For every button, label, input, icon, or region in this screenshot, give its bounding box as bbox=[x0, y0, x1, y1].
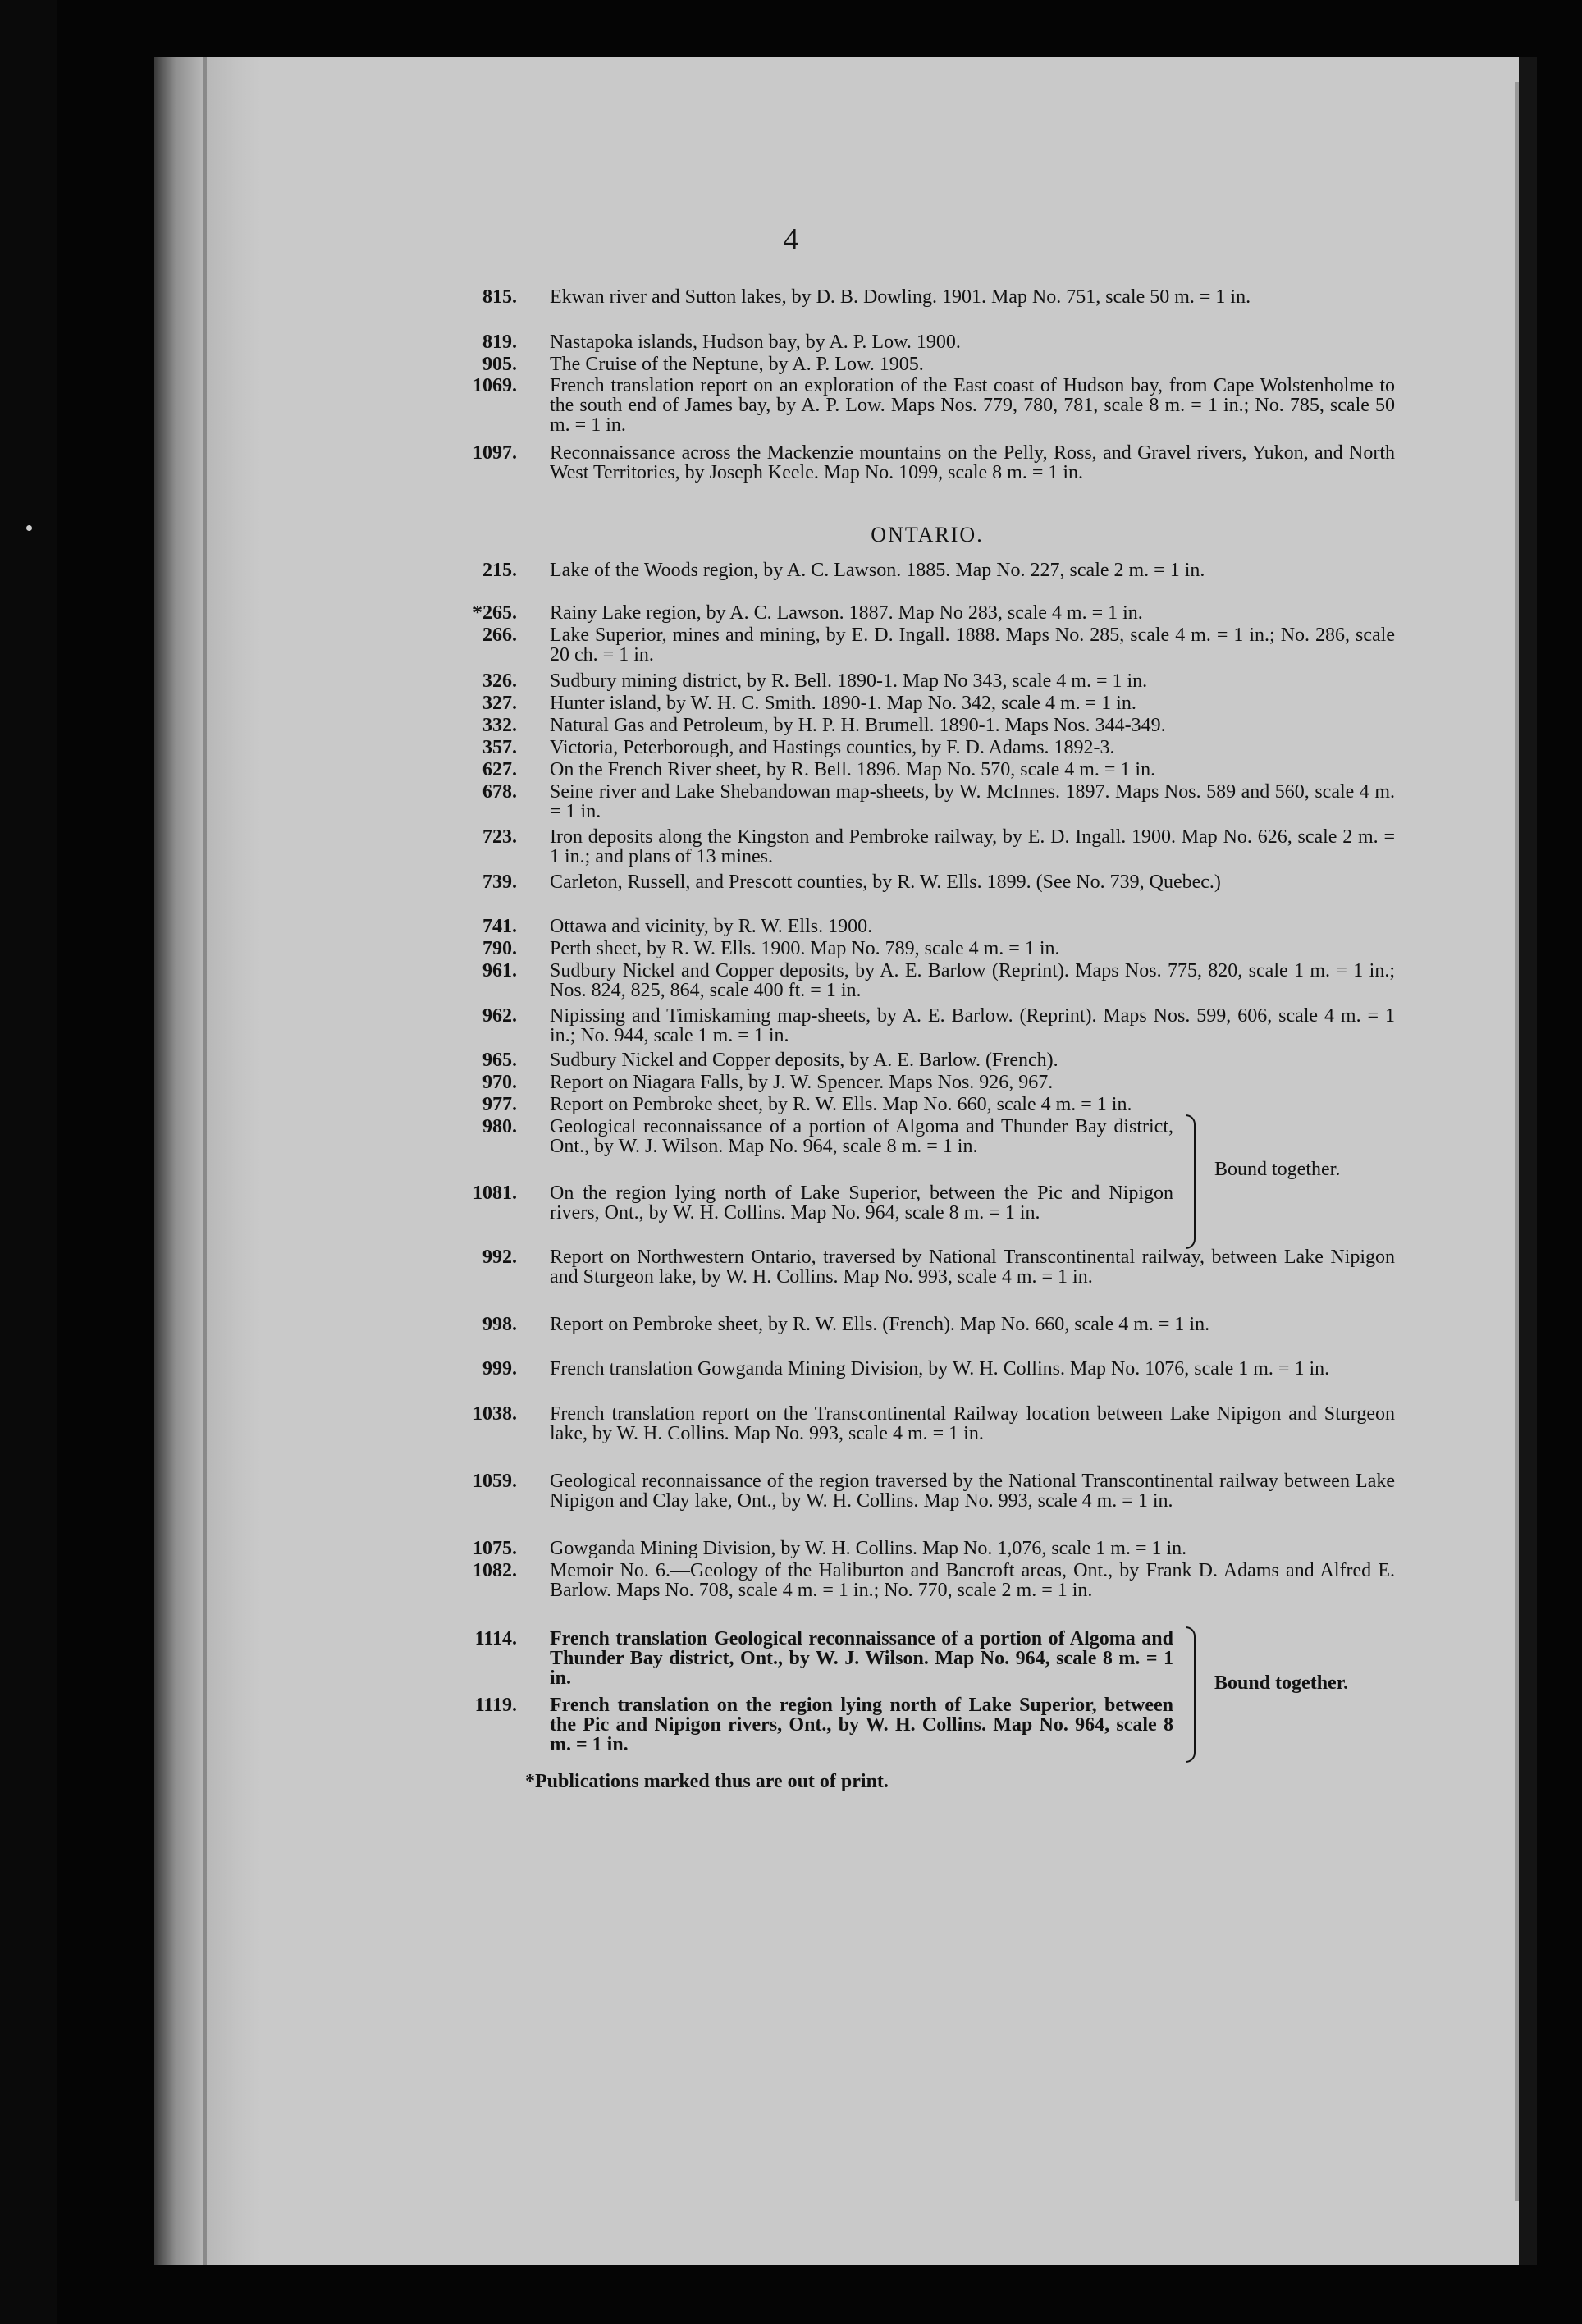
entry-number: 905. bbox=[482, 354, 517, 375]
entry-text: Iron deposits along the Kingston and Pembroke railway, by E. D. Ingall. 1900. Map No. 626, scale 2 m. = 1 in.; and plans of 13 mines. bbox=[550, 826, 1395, 867]
bound-together-bracket bbox=[1186, 1626, 1196, 1763]
page-number: 4 bbox=[783, 222, 799, 257]
entry-number: 215. bbox=[482, 560, 517, 581]
entry-text: Sudbury Nickel and Copper deposits, by A. E. Barlow (Reprint). Maps Nos. 775, 820, scale 1 m. = 1 in.; Nos. 824, 825, 864, scale 400 ft. = 1 in. bbox=[550, 960, 1395, 1001]
entry-text: Lake of the Woods region, by A. C. Lawson. 1885. Map No. 227, scale 2 m. = 1 in. bbox=[550, 560, 1205, 581]
entry-number: 627. bbox=[482, 759, 517, 780]
list-item bbox=[460, 443, 1395, 507]
entry-number: 739. bbox=[482, 872, 517, 893]
entry-text: French translation Gowganda Mining Division, by W. H. Collins. Map No. 1076, scale 1 m. = 1 in. bbox=[550, 1358, 1330, 1379]
entry-text: French translation report on the Transcontinental Railway location between Lake Nipigon and Sturgeon lake, by W. H. Collins. Map No. 993, scale 4 m. = 1 in. bbox=[550, 1403, 1395, 1444]
entry-text: Victoria, Peterborough, and Hastings counties, by F. D. Adams. 1892-3. bbox=[550, 737, 1115, 758]
entry-number: 1119. bbox=[474, 1695, 517, 1716]
entry-text: Report on Pembroke sheet, by R. W. Ells. (French). Map No. 660, scale 4 m. = 1 in. bbox=[550, 1314, 1210, 1335]
entry-number: 965. bbox=[482, 1050, 517, 1071]
entry-number: 819. bbox=[482, 332, 517, 353]
entry-text: Reconnaissance across the Mackenzie mountains on the Pelly, Ross, and Gravel rivers, Yukon, and North West Territories, by Joseph Keele. Map No. 1099, scale 8 m. = 1 in. bbox=[550, 442, 1395, 483]
entry-number: 790. bbox=[482, 938, 517, 959]
entry-number: 357. bbox=[482, 737, 517, 758]
entry-text: Rainy Lake region, by A. C. Lawson. 1887. Map No 283, scale 4 m. = 1 in. bbox=[550, 602, 1143, 624]
list-item bbox=[460, 287, 1395, 330]
entry-text: Sudbury Nickel and Copper deposits, by A. E. Barlow. (French). bbox=[550, 1050, 1058, 1071]
entry-number: 1075. bbox=[473, 1538, 517, 1559]
entry-text: Hunter island, by W. H. C. Smith. 1890-1. Map No. 342, scale 4 m. = 1 in. bbox=[550, 693, 1136, 714]
entry-number: 1081. bbox=[473, 1183, 517, 1204]
entry-number: *265. bbox=[473, 602, 517, 624]
entry-number: 723. bbox=[482, 826, 517, 848]
binding-edge-line bbox=[203, 57, 207, 2265]
list-item bbox=[460, 355, 1395, 376]
bound-together-bracket bbox=[1186, 1114, 1196, 1249]
entry-number: 1038. bbox=[473, 1403, 517, 1425]
entry-number: 961. bbox=[482, 960, 517, 981]
entry-text: French translation report on an exploration of the East coast of Hudson bay, from Cape Wolstenholme to the south end of James bay, by A. P. Low. Maps Nos. 779, 780, 781, scale 8 m. = 1 in.; No. 785, scale 50 m. = 1 in. bbox=[550, 375, 1395, 436]
section-heading: ONTARIO. bbox=[871, 523, 984, 547]
entry-number: 332. bbox=[482, 715, 517, 736]
entry-text: Sudbury mining district, by R. Bell. 1890-1. Map No 343, scale 4 m. = 1 in. bbox=[550, 670, 1148, 692]
entry-text: On the region lying north of Lake Superior, between the Pic and Nipigon rivers, Ont., by W. H. Collins. Map No. 964, scale 8 m. = 1 in. bbox=[550, 1183, 1173, 1224]
entry-number: 980. bbox=[482, 1116, 517, 1137]
entry-text: Nipissing and Timiskaming map-sheets, by A. E. Barlow. (Reprint). Maps Nos. 599, 606, scale 4 m. = 1 in.; No. 944, scale 1 m. = 1 in. bbox=[550, 1005, 1395, 1046]
entry-number: 1069. bbox=[473, 375, 517, 396]
entry-text: Report on Niagara Falls, by J. W. Spencer. Maps Nos. 926, 967. bbox=[550, 1072, 1054, 1093]
entry-text: French translation Geological reconnaissance of a portion of Algoma and Thunder Bay district, Ont., by W. J. Wilson. Map No. 964, scale 8 m. = 1 in. bbox=[550, 1628, 1173, 1689]
entry-text: Geological reconnaissance of a portion of Algoma and Thunder Bay district, Ont., by W. J. Wilson. Map No. 964, scale 8 m. = 1 in. bbox=[550, 1116, 1173, 1157]
entry-text: Report on Northwestern Ontario, traversed by National Transcontinental railway, between Lake Nipigon and Sturgeon lake, by W. H. Collins. Map No. 993, scale 4 m. = 1 in. bbox=[550, 1247, 1395, 1288]
entry-text: Nastapoka islands, Hudson bay, by A. P. Low. 1900. bbox=[550, 332, 961, 353]
entry-number: 1059. bbox=[473, 1471, 517, 1492]
entry-text: Seine river and Lake Shebandowan map-sheets, by W. McInnes. 1897. Maps Nos. 589 and 560, scale 4 m. = 1 in. bbox=[550, 781, 1395, 822]
entry-number: 1097. bbox=[473, 442, 517, 464]
entry-number: 678. bbox=[482, 781, 517, 803]
scan-artifact-dot bbox=[26, 525, 32, 531]
bound-together-label: Bound together. bbox=[1214, 1672, 1349, 1694]
entry-number: 1082. bbox=[473, 1560, 517, 1581]
entry-text: Geological reconnaissance of the region traversed by the National Transcontinental railway between Lake Nipigon and Clay lake, Ont., by W. H. Collins. Map No. 993, scale 4 m. = 1 in. bbox=[550, 1471, 1395, 1512]
entry-number: 741. bbox=[482, 916, 517, 937]
entry-number: 992. bbox=[482, 1247, 517, 1268]
entry-text: The Cruise of the Neptune, by A. P. Low. 1905. bbox=[550, 354, 924, 375]
entry-text: Natural Gas and Petroleum, by H. P. H. Brumell. 1890-1. Maps Nos. 344-349. bbox=[550, 715, 1166, 736]
entry-number: 962. bbox=[482, 1005, 517, 1027]
entry-text: Ekwan river and Sutton lakes, by D. B. Dowling. 1901. Map No. 751, scale 50 m. = 1 in. bbox=[550, 286, 1251, 308]
entry-number: 326. bbox=[482, 670, 517, 692]
right-margin-gap bbox=[1519, 57, 1537, 2265]
entry-text: Perth sheet, by R. W. Ells. 1900. Map No. 789, scale 4 m. = 1 in. bbox=[550, 938, 1060, 959]
entry-text: Memoir No. 6.—Geology of the Haliburton and Bancroft areas, Ont., by Frank D. Adams and Alfred E. Barlow. Maps No. 708, scale 4 m. = 1 in.; No. 770, scale 2 m. = 1 in. bbox=[550, 1560, 1395, 1601]
left-margin-strip bbox=[0, 0, 57, 2324]
entry-number: 999. bbox=[482, 1358, 517, 1379]
bound-together-label: Bound together. bbox=[1214, 1159, 1341, 1180]
entry-number: 266. bbox=[482, 624, 517, 646]
entry-text: Report on Pembroke sheet, by R. W. Ells. Map No. 660, scale 4 m. = 1 in. bbox=[550, 1094, 1132, 1115]
footnote: *Publications marked thus are out of print. bbox=[525, 1771, 889, 1792]
entry-number: 327. bbox=[482, 693, 517, 714]
list-item bbox=[460, 376, 1395, 440]
entry-text: French translation on the region lying north of Lake Superior, between the Pic and Nipigon rivers, Ont., by W. H. Collins. Map No. 964, scale 8 m. = 1 in. bbox=[550, 1695, 1173, 1755]
entry-text: Lake Superior, mines and mining, by E. D. Ingall. 1888. Maps No. 285, scale 4 m. = 1 in.; No. 286, scale 20 ch. = 1 in. bbox=[550, 624, 1395, 666]
page-binding-shadow bbox=[154, 57, 261, 2265]
entry-text: On the French River sheet, by R. Bell. 1896. Map No. 570, scale 4 m. = 1 in. bbox=[550, 759, 1156, 780]
list-item bbox=[460, 332, 1395, 354]
entry-number: 970. bbox=[482, 1072, 517, 1093]
entry-text: Carleton, Russell, and Prescott counties, by R. W. Ells. 1899. (See No. 739, Quebec.) bbox=[550, 872, 1221, 893]
entry-text: Ottawa and vicinity, by R. W. Ells. 1900. bbox=[550, 916, 873, 937]
entry-text: Gowganda Mining Division, by W. H. Collins. Map No. 1,076, scale 1 m. = 1 in. bbox=[550, 1538, 1187, 1559]
entry-number: 1114. bbox=[474, 1628, 517, 1649]
entry-number: 998. bbox=[482, 1314, 517, 1335]
entry-number: 815. bbox=[482, 286, 517, 308]
entry-number: 977. bbox=[482, 1094, 517, 1115]
